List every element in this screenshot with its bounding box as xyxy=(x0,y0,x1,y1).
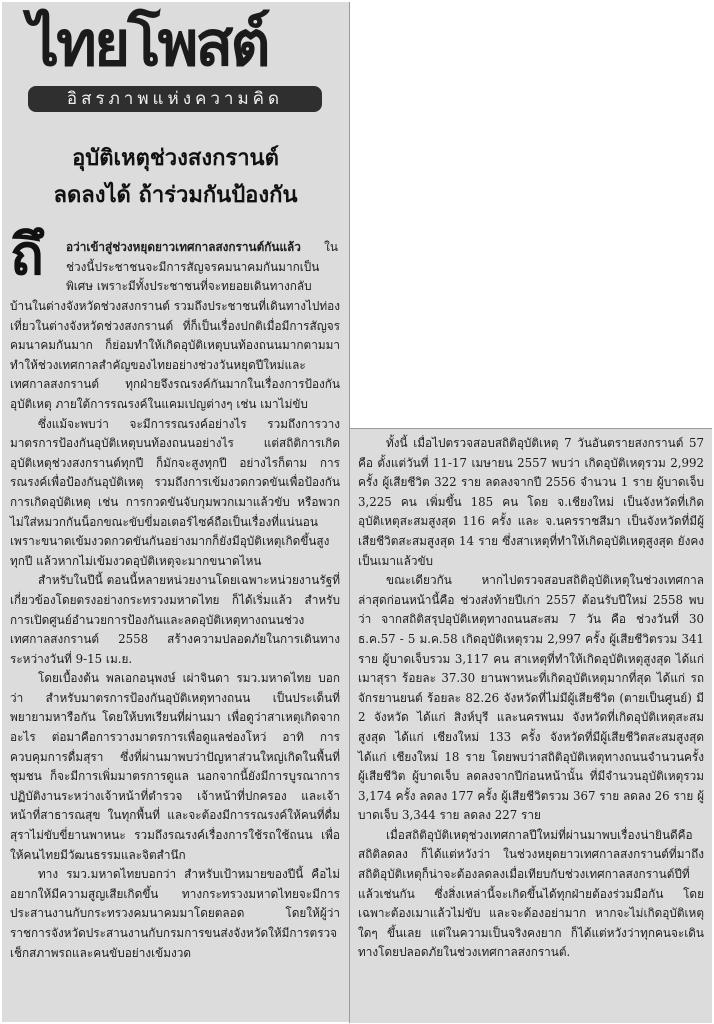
article-column-right xyxy=(358,434,704,963)
headline-line-1: อุบัติเหตุช่วงสงกรานต์ xyxy=(72,146,279,171)
paragraph-8: เมื่อสถิติอุบัติเหตุช่วงเทศกาลปีใหม่ที่ผ่านมาพบเรื่องน่ายินดีคือ สถิติลดลง ก็ได้แต่หวังว่า ในช่วงหยุดยาวเทศกาลสงกรานต์ที่มาถึง สถิติอุบัติเหตุก็น่าจะต้องลดลงเมื่อเทียบกับช่วงเทศกาลสงกรานต์ปีที่แล้วเช่นกัน ซึ่งสิ่งเหล่านี้จะเกิดขึ้นได้ทุกฝ่ายต้องร่วมมือกัน โดยเฉพาะต้องเมาแล้วไม่ขับ และจะต้องอย่ามาก หากจะไม่เกิดอุบัติเหตุใดๆ ขึ้นเลย แต่ในความเป็นจริงคงยาก ก็ได้แต่หวังว่าทุกคนจะเดินทางโดยปลอดภัยในช่วงเทศกาลสงกรานต์. xyxy=(358,827,704,960)
masthead-logo: ไทยโพสต์ xyxy=(28,7,268,80)
lead-text: ในช่วงนี้ประชาชนจะมีการสัญจรคมนาคมกันมากเป็นพิเศษ เพราะมีทั้งประชาชนที่จะทยอยเดินทางกลับ xyxy=(66,240,338,294)
paragraph-6: ทั้งนี้ เมื่อไปตรวจสอบสถิติอุบัติเหตุ 7 วันอันตรายสงกรานต์ 57 คือ ตั้งแต่วันที่ 11-17 เมษายน 2557 พบว่า เกิดอุบัติเหตุรวม 2,992 ครั้ง ผู้เสียชีวิต 322 ราย ลดลงจากปี 2556 จำนวน 1 ราย ผู้บาดเจ็บ 3,225 คน เพิ่มขึ้น 185 คน โดย จ.เชียงใหม่ เป็นจังหวัดที่เกิดอุบัติเหตุสะสมสูงสุด 116 ครั้ง และ จ.นครราชสีมา เป็นจังหวัดที่มีผู้เสียชีวิตสะสมสูงสุด 14 ราย ซึ่งสาเหตุที่ทำให้เกิดอุบัติเหตุสูงสุด ยังคงเป็นเมาแล้วขับ xyxy=(358,436,704,568)
paragraph-7: ขณะเดียวกัน หากไปตรวจสอบสถิติอุบัติเหตุในช่วงเทศกาลล่าสุดก่อนหน้านี้คือ ช่วงส่งท้ายปีเก่า 2557 ต้อนรับปีใหม่ 2558 พบว่า จากสถิติสรุปอุบัติเหตุทางถนนสะสม 7 วัน คือ ช่วงวันที่ 30 ธ.ค.57 - 5 ม.ค.58 เกิดอุบัติเหตุรวม 2,997 ครั้ง ผู้เสียชีวิตรวม 341 ราย ผู้บาดเจ็บรวม 3,117 คน สาเหตุที่ทำให้เกิดอุบัติเหตุสูงสุด ได้แก่ เมาสุรา ร้อยละ 37.30 ยานพาหนะที่เกิดอุบัติเหตุมากที่สุด ได้แก่ รถจักรยานยนต์ ร้อยละ 82.26 จังหวัดที่ไม่มีผู้เสียชีวิต (ตายเป็นศูนย์) มี 2 จังหวัด ได้แก่ สิงห์บุรี และนครพนม จังหวัดที่เกิดอุบัติเหตุสะสมสูงสุด ได้แก่ เชียงใหม่ 133 ครั้ง จังหวัดที่มีผู้เสียชีวิตสะสมสูงสุด ได้แก่ เชียงใหม่ 18 ราย โดยพบว่าสถิติอุบัติเหตุทางถนนจำนวนครั้ง ผู้เสียชีวิต ผู้บาดเจ็บ ลดลงจากปีก่อนหน้านั้น ที่มีจำนวนอุบัติเหตุรวม 3,174 ครั้ง ลดลง 177 ครั้ง ผู้เสียชีวิตรวม 367 ราย ลดลง 26 ราย ผู้บาดเจ็บ 3,344 ราย ลดลง 227 ราย xyxy=(358,573,704,823)
article-column-left xyxy=(10,297,340,963)
drop-cap: ถึ xyxy=(10,223,44,288)
lead-bold-text: อว่าเข้าสู่ช่วงหยุดยาวเทศกาลสงกรานต์กันแล้ว xyxy=(66,240,301,254)
paragraph-2: ซึ่งแม้จะพบว่า จะมีการรณรงค์อย่างไร รวมถึงการวางมาตรการป้องกันอุบัติเหตุบนท้องถนนอย่างไร แต่สถิติการเกิดอุบัติเหตุช่วงสงกรานต์ทุกปี ก็มักจะสูงทุกปี อย่างไรก็ตาม การรณรงค์เพื่อป้องกันอุบัติเหตุ รวมถึงการเข้มงวดกวดขันเพื่อป้องกันการเกิดอุบัติเหตุ เช่น การกวดขันจับกุมพวกเมาแล้วขับ หรือพวกไม่ใส่หมวกกันน็อกขณะขับขี่มอเตอร์ไซค์ถือเป็นเรื่องที่แน่นอน เพราะขนาดเข้มงวดกวดขันกันอย่างมากก็ยังมีอุบัติเหตุเกิดขึ้นสูงทุกปี แล้วหากไม่เข้มงวดอุบัติเหตุจะมากขนาดไหน xyxy=(10,416,340,568)
paragraph-1-rest: บ้านในต่างจังหวัดช่วงสงกรานต์ รวมถึงประชาชนที่เดินทางไปท่องเที่ยวในต่างจังหวัดช่วงสงกรานต์ ที่ก็เป็นเรื่องปกติเมื่อมีการสัญจรคมนาคมกันมาก ก็ย่อมทำให้เกิดอุบัติเหตุบนท้องถนนมากตามมา ทำให้ช่วงเทศกาลสำคัญของไทยอย่างช่วงวันหยุดปีใหม่และเทศกาลสงกรานต์ ทุกฝ่ายจึงรณรงค์กันมากในเรื่องการป้องกันอุบัติเหตุ ภายใต้การรณรงค์ในแคมเปญต่างๆ เช่น เมาไม่ขับ xyxy=(10,299,340,411)
paragraph-3: สำหรับในปีนี้ ตอนนี้หลายหน่วยงานโดยเฉพาะหน่วยงานรัฐที่เกี่ยวข้องโดยตรงอย่างกระทรวงมหาดไทย ก็ได้เริ่มแล้ว สำหรับการเปิดศูนย์อำนวยการป้องกันและลดอุบัติเหตุทางถนนช่วงเทศกาลสงกรานต์ 2558 สร้างความปลอดภัยในการเดินทาง ระหว่างวันที่ 9-15 เม.ย. xyxy=(10,573,340,666)
article-lead xyxy=(66,238,338,297)
paragraph-4: โดยเบื้องต้น พลเอกอนุพงษ์ เผ่าจินดา รมว.มหาดไทย บอกว่า สำหรับมาตรการป้องกันอุบัติเหตุทางถนน เป็นประเด็นที่พยายามหารือกัน โดยให้บทเรียนที่ผ่านมา เพื่อดูว่าสาเหตุเกิดจากอะไร ต่อมาคือการวางมาตรการเพื่อดูแลช่องโหว่ อาทิ การควบคุมการดื่มสุรา ซึ่งที่ผ่านมาพบว่าปัญหาส่วนใหญ่เกิดในพื้นที่ชุมชน ก็จะมีการเพิ่มมาตรการดูแล นอกจากนี้ยังมีการบูรณาการปฏิบัติงานระหว่างเจ้าหน้าที่ตำรวจ เจ้าหน้าที่ปกครอง และเจ้าหน้าที่สาธารณสุข ในทุกพื้นที่ และจะต้องมีการรณรงค์ให้คนที่ดื่มสุราไม่ขับขี่ยานพาหนะ รวมถึงรณรงค์เรื่องการใช้รถใช้ถนน เพื่อให้คนไทยมีวัฒนธรรมและจิตสำนึก xyxy=(10,671,340,862)
headline-line-2: ลดลงได้ ถ้าร่วมกันป้องกัน xyxy=(53,183,298,208)
paragraph-5: ทาง รมว.มหาดไทยบอกว่า สำหรับเป้าหมายของปีนี้ คือไม่อยากให้มีความสูญเสียเกิดขึ้น ทางกระทรวงมหาดไทยจะมีการประสานงานกับกระทรวงคมนาคมมาโดยตลอด โดยให้ผู้ว่าราชการจังหวัดประสานงานกับกรมการขนส่งจังหวัดให้มีการตรวจเช็กสภาพรถและคนขับอย่างเข้มงวด xyxy=(10,867,340,960)
masthead-slogan: อิสรภาพแห่งความคิด xyxy=(28,86,322,112)
